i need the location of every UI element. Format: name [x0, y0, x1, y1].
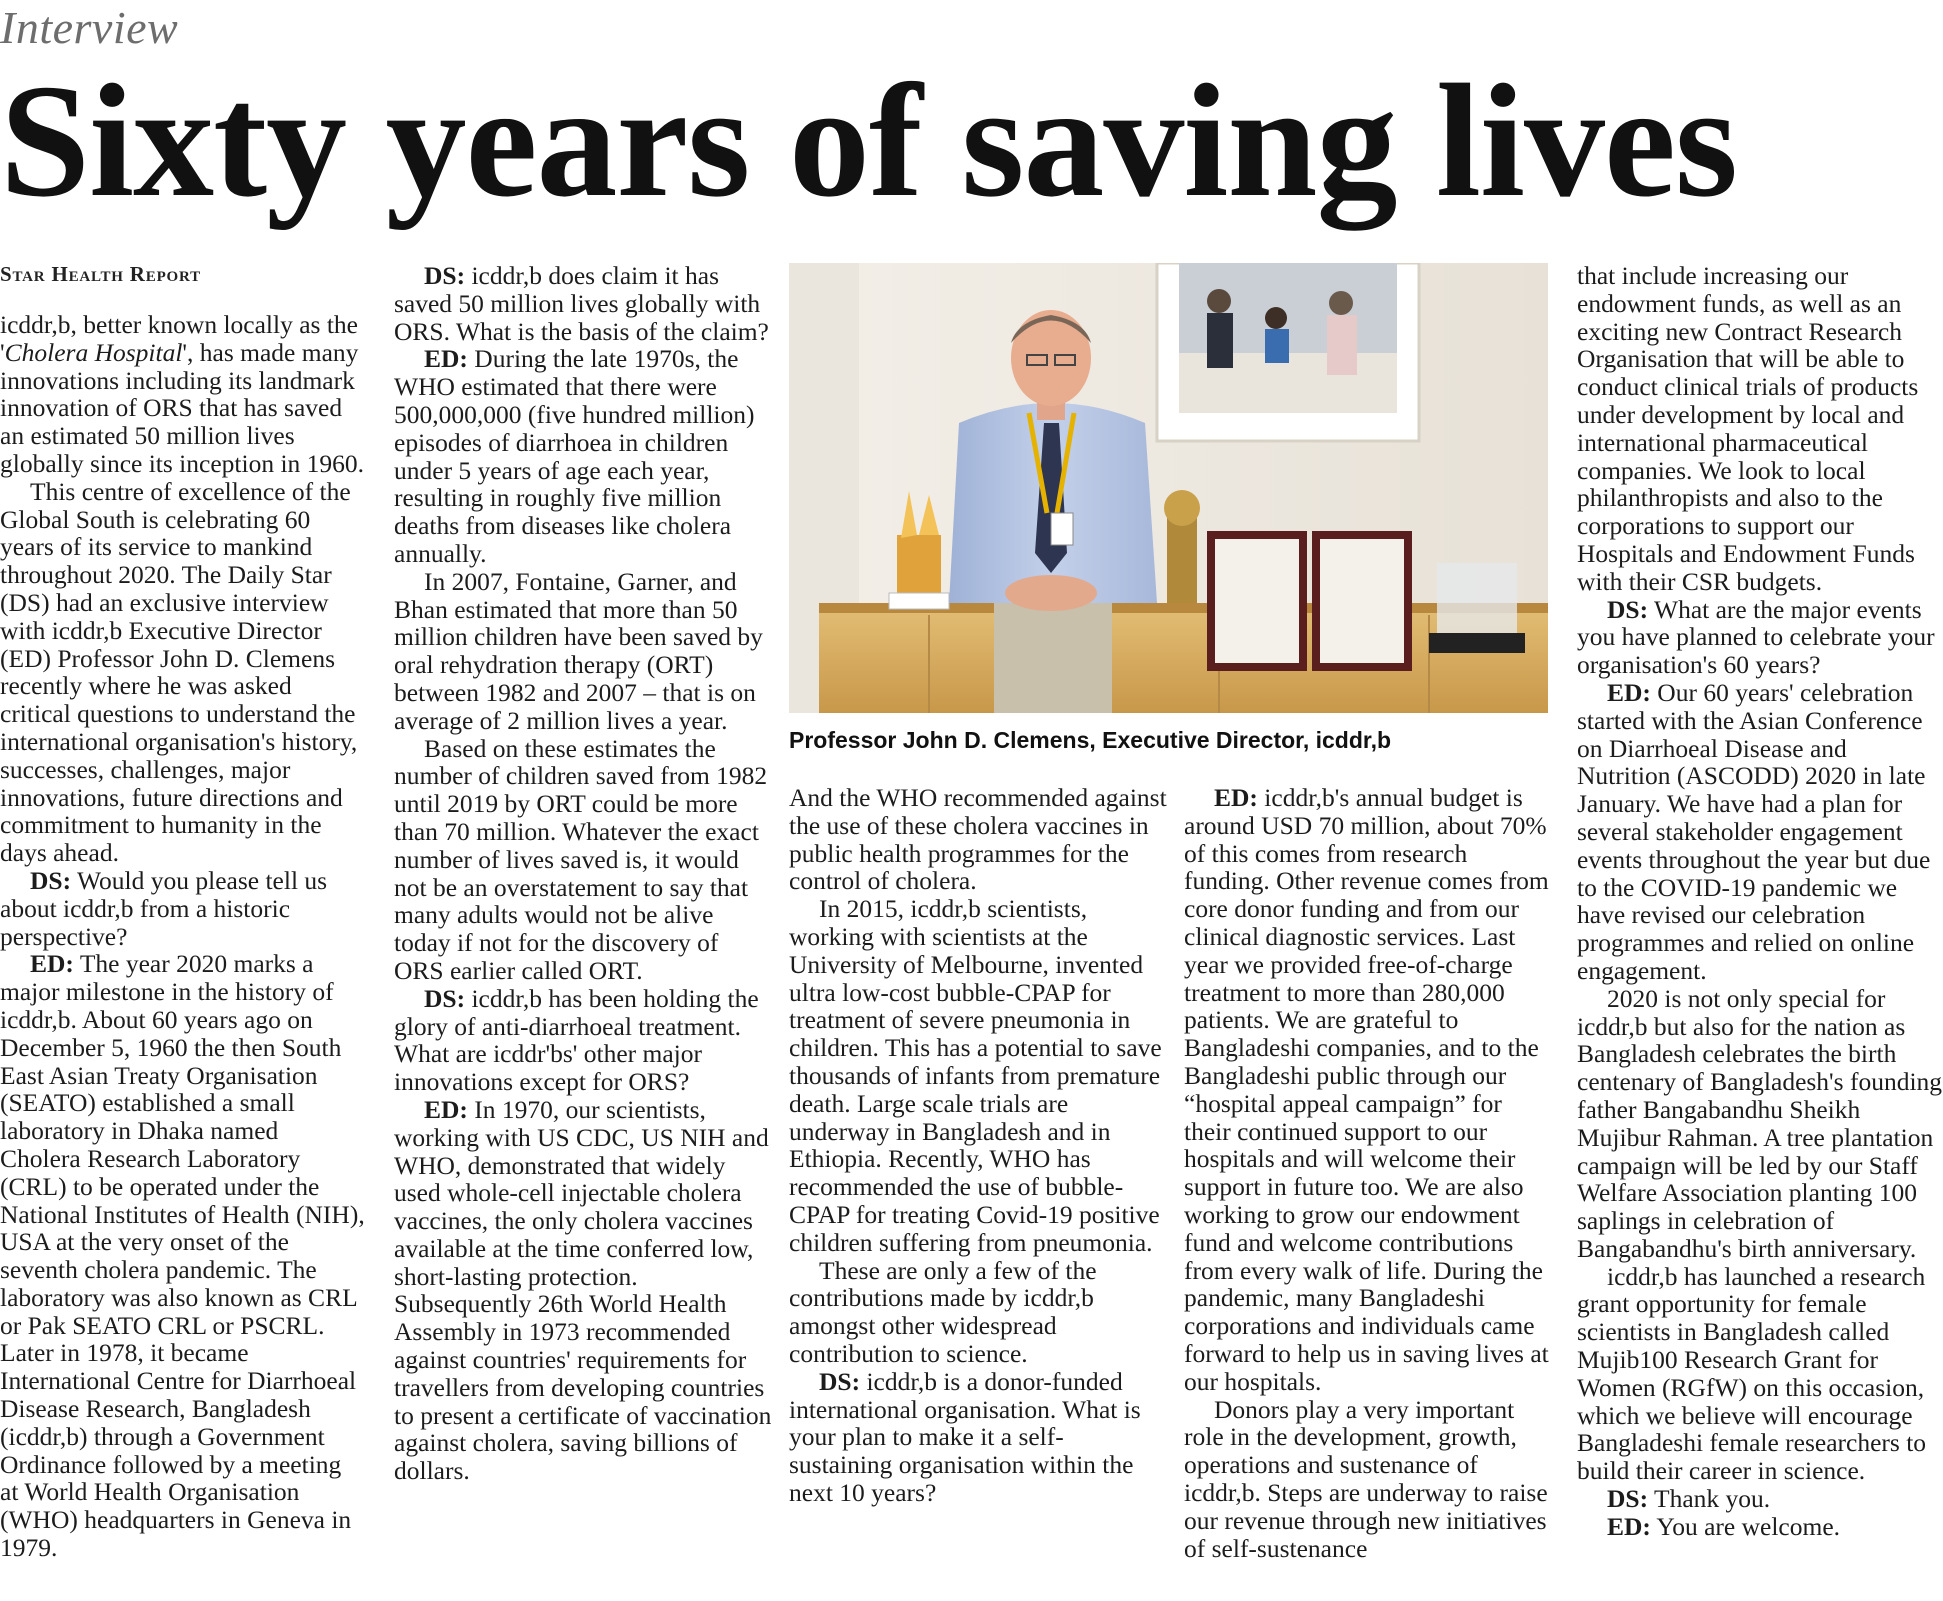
section-label: Interview [0, 2, 179, 53]
speaker-ed: ED: [1607, 1511, 1651, 1541]
paragraph: that include increasing our endowment funds, as well as an exciting new Contract Research Organisation that will be able to conduct clinical trials of products under development by local and international pharmaceutical companies. We look to local philanthropists and also to the corporations to support our Hospitals and Endowment Funds with their CSR budgets. [1577, 261, 1919, 596]
article-column-2 [394, 262, 772, 1485]
answer: ED: The year 2020 marks a major milestone in the history of icddr,b. About 60 years ago on December 5, 1960 the then South East Asian Treaty Organisation (SEATO) established a small laboratory in Dhaka named Cholera Research Laboratory (CRL) to be operated under the National Institutes of Health (NIH), USA at the very onset of the seventh cholera pandemic. The laboratory was also known as CRL or Pak SEATO CRL or PSCRL. Later in 1978, it became International Centre for Diarrhoeal Disease Research, Bangladesh (icddr,b) through a Government Ordinance followed by a meeting at World Health Organisation (WHO) headquarters in Geneva in 1979. [0, 949, 365, 1563]
intro-paragraph: icddr,b, better known locally as the 'Cholera Hospital', has made many innovations including its landmark innovation of ORS that has saved an estimated 50 million lives globally since its inception in 1960. [0, 310, 365, 478]
article-column-1 [0, 311, 365, 1562]
answer: ED: icddr,b's annual budget is around USD 70 million, about 70% of this comes from research funding. Other revenue comes from core donor funding and from our clinical diagnostic services. Last year we provided free-of-charge treatment to more than 280,000 patients. We are grateful to Bangladeshi companies, and to the Bangladeshi public through our “hospital appeal campaign” for their continued support to our hospitals and will welcome their support in future too. We are also working to grow our endowment fund and welcome contributions from every walk of life. During the pandemic, many Bangladeshi corporations and individuals came forward to help us in saving lives at our hospitals. [1184, 783, 1549, 1396]
answer: ED: Our 60 years' celebration started with the Asian Conference on Diarrhoeal Disease and Nutrition (ASCODD) 2020 in late January. We have had a plan for several stakeholder engagement events throughout the year but due to the COVID-19 pandemic we have revised our celebration programmes and relied on online engagement. [1577, 677, 1931, 985]
photo-caption: Professor John D. Clemens, Executive Director, icddr,b [789, 727, 1392, 753]
speaker-ed: ED: [1607, 677, 1651, 707]
question: DS: What are the major events you have planned to celebrate your organisation's 60 years? [1577, 594, 1935, 680]
headline: Sixty years of saving lives [0, 52, 1737, 231]
paragraph: This centre of excellence of the Global South is celebrating 60 years of its service to mankind throughout 2020. The Daily Star (DS) had an exclusive interview with icddr,b Executive Director (ED) Professor John D. Clemens recently where he was asked critical questions to understand the international organisation's history, successes, challenges, major innovations, future directions and commitment to humanity in the days ahead. [0, 476, 358, 868]
question: DS: icddr,b does claim it has saved 50 million lives globally with ORS. What is the basis of the claim? [394, 261, 769, 346]
paragraph: icddr,b has launched a research grant opportunity for female scientists in Bangladesh called Mujib100 Research Grant for Women (RGfW) on this occasion, which we believe will encourage Bangladeshi female researchers to build their career in science. [1577, 1261, 1927, 1486]
paragraph: Based on these estimates the number of children saved from 1982 until 2019 by ORT could be more than 70 million. Whatever the exact number of lives saved is, it would not be an overstatement to say that many adults would not be alive today if not for the discovery of ORS earlier called ORT. [394, 733, 768, 985]
paragraph: In 2015, icddr,b scientists, working with scientists at the University of Melbourne, invented ultra low-cost bubble-CPAP for treatment of severe pneumonia in children. This has a potential to save thousands of infants from premature death. Large scale trials are underway in Bangladesh and in Ethiopia. Recently, WHO has recommended the use of bubble-CPAP for treating Covid-19 positive children suffering from pneumonia. [789, 894, 1162, 1257]
answer: ED: You are welcome. [1607, 1511, 1841, 1541]
answer: ED: In 1970, our scientists, working with US CDC, US NIH and WHO, demonstrated that widely used whole-cell injectable cholera vaccines, the only cholera vaccines available at the time conferred low, short-lasting protection. Subsequently 26th World Health Assembly in 1973 recommended against countries' requirements for travellers from developing countries to present a certificate of vaccination against cholera, saving billions of dollars. [394, 1094, 772, 1486]
speaker-ed: ED: [1214, 783, 1258, 812]
answer: ED: During the late 1970s, the WHO estimated that there were 500,000,000 (five hundred million) episodes of diarrhoea in children under 5 years of age each year, resulting in roughly five million deaths from diseases like cholera annually. [394, 344, 755, 568]
portrait-photo [789, 263, 1548, 713]
speaker-ds: DS: [1607, 1484, 1649, 1514]
speaker-ds: DS: [819, 1366, 861, 1396]
article-column-3 [789, 784, 1167, 1507]
article-column-4 [1184, 784, 1552, 1562]
paragraph: In 2007, Fontaine, Garner, and Bhan estimated that more than 50 million children have been saved by oral rehydration therapy (ORT) between 1982 and 2007 – that is on average of 2 million lives a year. [394, 566, 763, 735]
speaker-ds: DS: [424, 261, 466, 290]
paragraph: Donors play a very important role in the development, growth, operations and sustenance of icddr,b. Steps are underway to raise our revenue through new initiatives of self-sustenance [1184, 1394, 1548, 1563]
paragraph: And the WHO recommended against the use of these cholera vaccines in public health programmes for the control of cholera. [789, 783, 1167, 896]
question: DS: Thank you. [1607, 1484, 1771, 1514]
speaker-ds: DS: [424, 983, 466, 1013]
speaker-ds: DS: [1607, 594, 1649, 624]
speaker-ed: ED: [30, 949, 74, 979]
question: DS: Would you please tell us about icddr,b from a historic perspective? [0, 865, 328, 951]
article-column-5 [1577, 262, 1943, 1541]
paragraph: These are only a few of the contributions made by icddr,b amongst other widespread contribution to science. [789, 1255, 1097, 1368]
byline: Star Health Report [0, 262, 201, 286]
paragraph: 2020 is not only special for icddr,b but also for the nation as Bangladesh celebrates the birth centenary of Bangladesh's founding father Bangabandhu Sheikh Mujibur Rahman. A tree plantation campaign will be led by our Staff Welfare Association planting 100 saplings in celebration of Bangabandhu's birth anniversary. [1577, 983, 1943, 1263]
speaker-ds: DS: [30, 865, 72, 895]
question: DS: icddr,b has been holding the glory of anti-diarrhoeal treatment. What are icddr'bs' other major innovations except for ORS? [394, 983, 759, 1097]
question: DS: icddr,b is a donor-funded international organisation. What is your plan to make it a self-sustaining organisation within the next 10 years? [789, 1366, 1141, 1507]
speaker-ed: ED: [424, 1094, 468, 1124]
speaker-ed: ED: [424, 344, 468, 374]
